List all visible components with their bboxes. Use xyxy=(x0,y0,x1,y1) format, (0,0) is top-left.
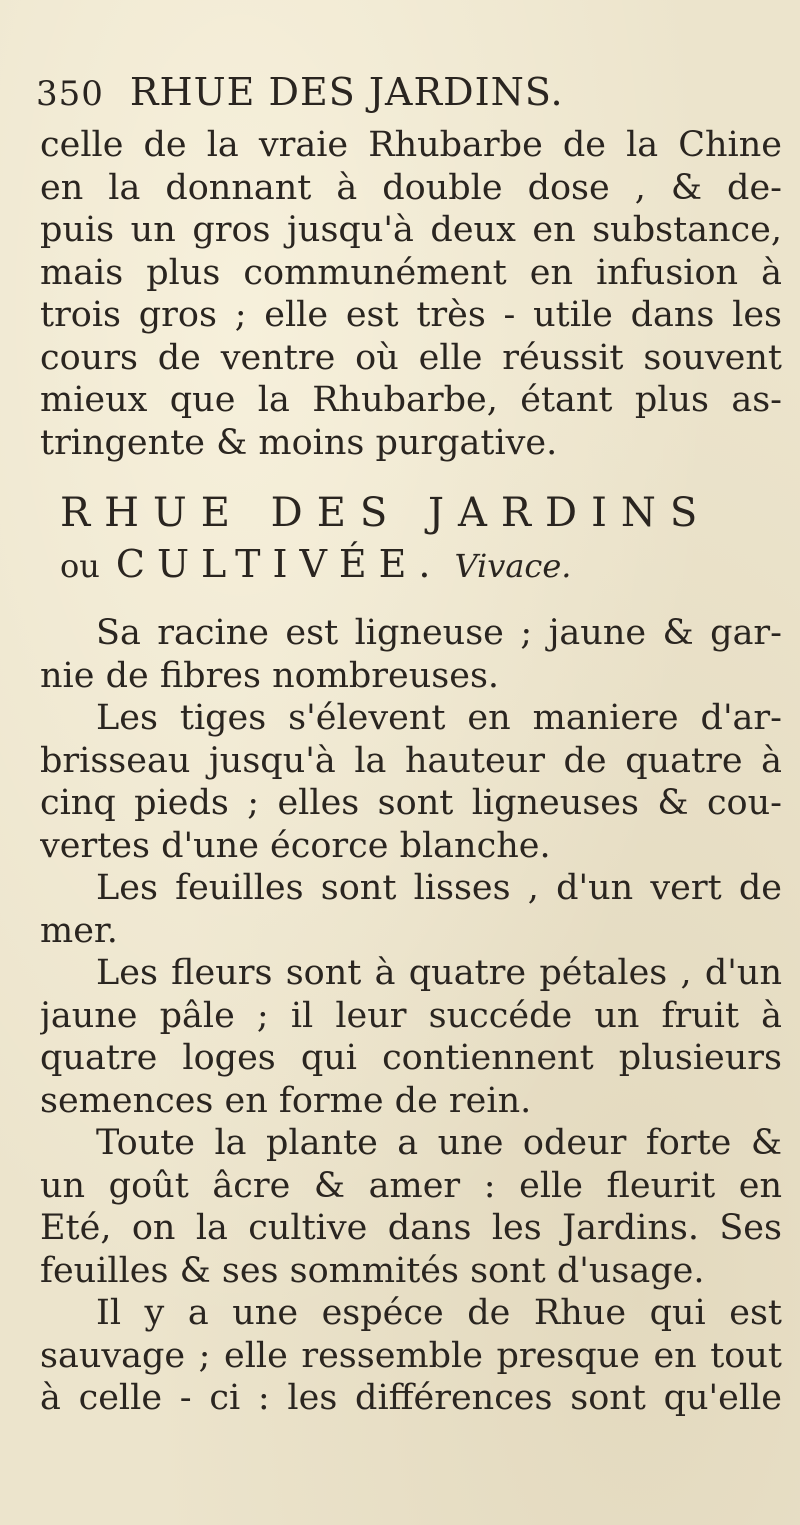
text-line: Il y a une espéce de Rhue qui est xyxy=(96,1293,782,1333)
text-line: Sa racine est ligneuse ; jaune & gar- xyxy=(96,613,782,653)
text-line: Eté, on la cultive dans les Jardins. Ses xyxy=(40,1208,782,1248)
text-line: celle de la vraie Rhubarbe de la Chine xyxy=(40,125,782,165)
section-subheading xyxy=(60,540,780,590)
text-line: brisseau jusqu'à la hauteur de quatre à xyxy=(40,740,782,781)
text-line: jaune pâle ; il leur succéde un fruit à xyxy=(40,995,782,1036)
page-number: 350 xyxy=(36,74,104,114)
text-line: trois gros ; elle est très - utile dans les xyxy=(40,295,782,335)
text-line: Toute la plante a une odeur forte & xyxy=(96,1123,782,1163)
text-line: cours de ventre où elle réussit souvent xyxy=(40,337,782,378)
text-line: cinq pieds ; elles sont ligneuses & cou- xyxy=(40,783,782,823)
heading-variant: CULTIVÉE. xyxy=(115,542,443,586)
text-line: sauvage ; elle ressemble presque en tout xyxy=(40,1335,782,1376)
text-line: semences en forme de rein. xyxy=(40,1080,532,1121)
text-line: puis un gros jusqu'à deux en substance, xyxy=(40,210,782,250)
text-line: Les feuilles sont lisses , d'un vert de xyxy=(96,868,782,908)
text-line: feuilles & ses sommités sont d'usage. xyxy=(40,1250,705,1291)
text-line: Les fleurs sont à quatre pétales , d'un xyxy=(96,953,782,993)
top-paragraph xyxy=(40,124,782,464)
text-line: nie de fibres nombreuses. xyxy=(40,655,500,696)
heading-conjunction: ou xyxy=(60,547,100,585)
heading-duration: Vivace. xyxy=(454,547,572,585)
running-head xyxy=(36,66,776,118)
text-line: un goût âcre & amer : elle fleurit en xyxy=(40,1165,782,1206)
text-line: mais plus communément en infusion à xyxy=(40,252,782,293)
text-line: quatre loges qui contiennent plusieurs xyxy=(40,1038,782,1078)
section-heading: RHUE DES JARDINS xyxy=(60,490,712,536)
text-line: en la donnant à double dose , & de- xyxy=(40,167,782,208)
text-line: tringente & moins purgative. xyxy=(40,422,558,463)
text-line: Les tiges s'élevent en maniere d'ar- xyxy=(96,698,782,738)
text-line: mer. xyxy=(40,910,118,951)
text-line: à celle - ci : les différences sont qu'elle xyxy=(40,1378,782,1418)
running-title: RHUE DES JARDINS. xyxy=(129,70,564,114)
main-text xyxy=(40,612,782,1420)
text-line: vertes d'une écorce blanche. xyxy=(40,825,551,866)
text-line: mieux que la Rhubarbe, étant plus as- xyxy=(40,380,782,420)
